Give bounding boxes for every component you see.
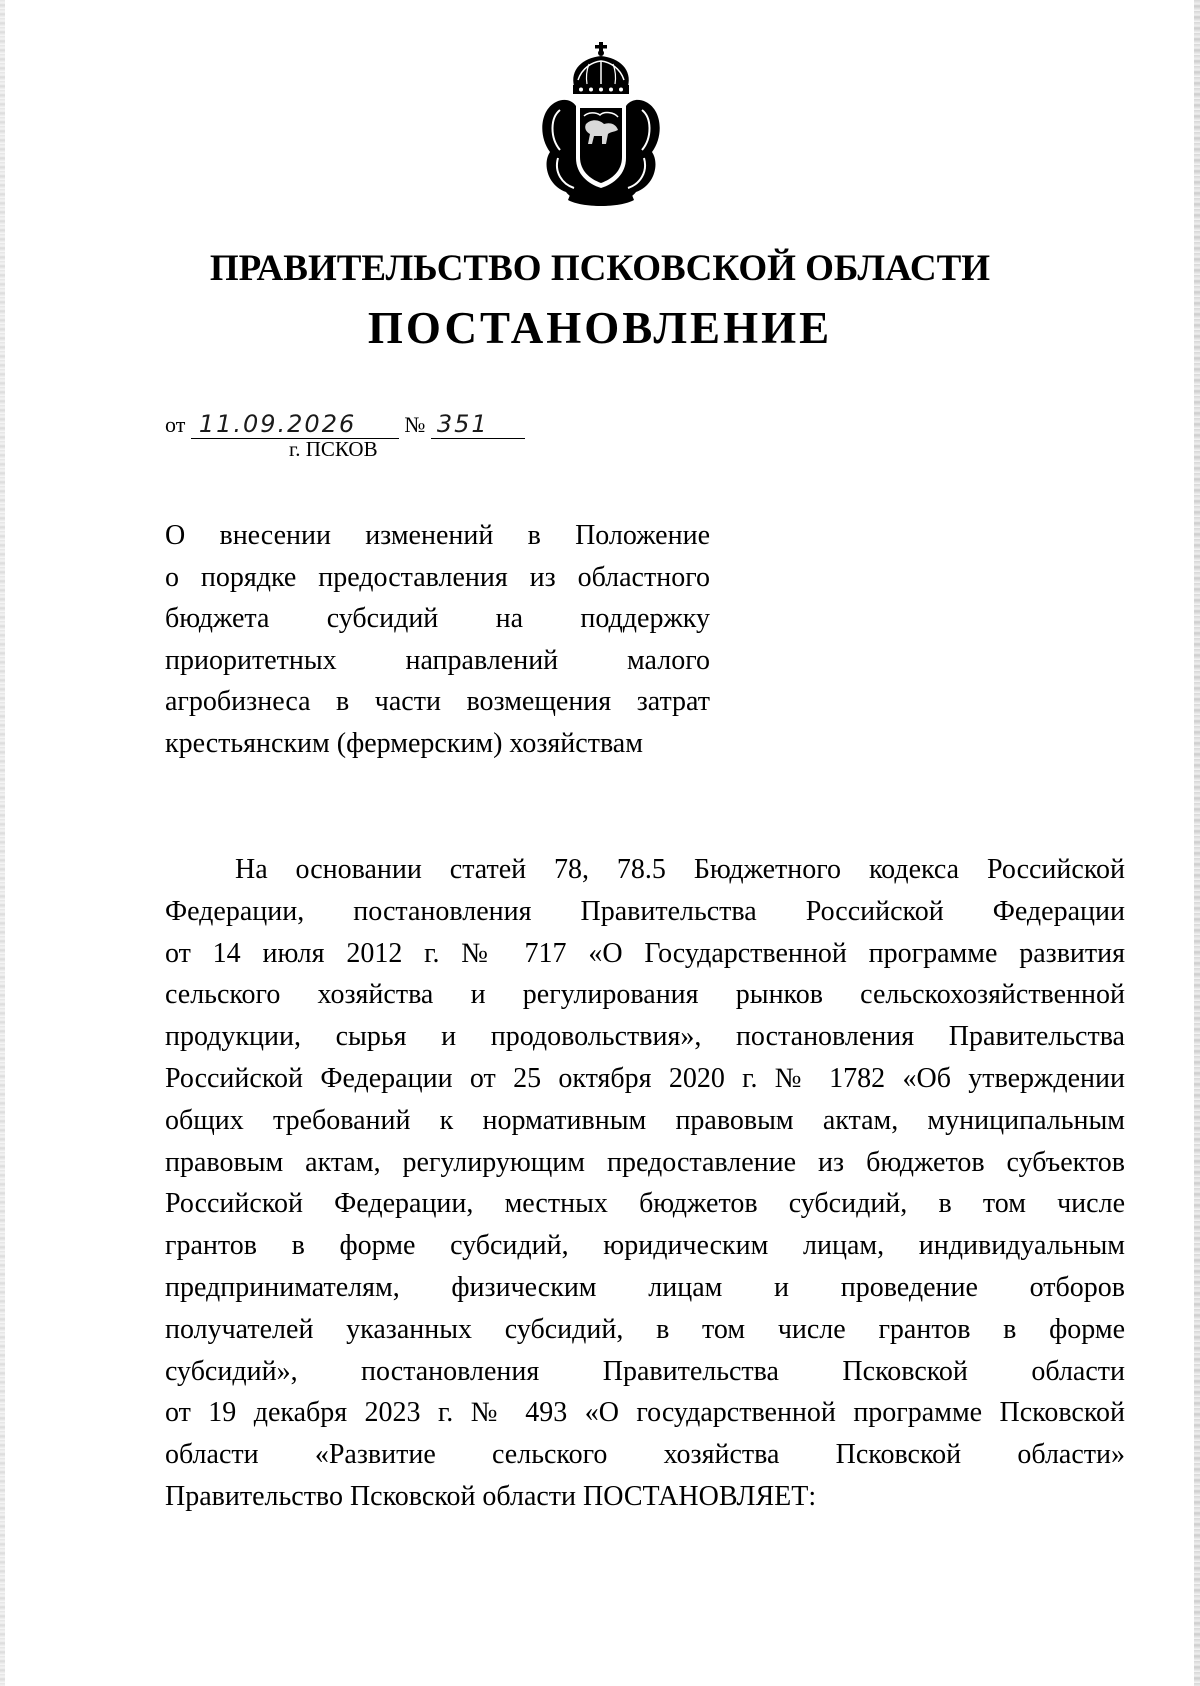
body-line: Российской Федерации от 25 октября 2020 г. № 1782 «Об утверждении: [165, 1062, 1125, 1094]
body-line: На основании статей 78, 78.5 Бюджетного кодекса Российской: [235, 854, 1125, 885]
body-line: сельского хозяйства и регулирования рынков сельскохозяйственной: [165, 979, 1125, 1011]
number-prefix: №: [404, 412, 426, 437]
subject-line: бюджета субсидий на поддержку: [165, 603, 710, 634]
body-line: грантов в форме субсидий, юридическим лицам, индивидуальным: [165, 1230, 1125, 1262]
document-body: [165, 849, 1125, 1518]
body-line: области «Развитие сельского хозяйства Псковской области»: [165, 1439, 1125, 1471]
subject-line: агробизнеса в части возмещения затрат: [165, 686, 710, 717]
subject-line: о порядке предоставления из областного: [165, 561, 710, 593]
body-line: Федерации, постановления Правительства Российской Федерации: [165, 895, 1125, 927]
body-line: предпринимателям, физическим лицам и проведение отборов: [165, 1271, 1125, 1303]
body-line: от 14 июля 2012 г. № 717 «О Государственной программе развития: [165, 937, 1125, 969]
body-line: Правительство Псковской области ПОСТАНОВЛЯЕТ:: [165, 1480, 817, 1512]
body-line: Российской Федерации, местных бюджетов субсидий, в том числе: [165, 1188, 1125, 1220]
body-line: правовым актам, регулирующим предоставление из бюджетов субъектов: [165, 1146, 1125, 1178]
document-type-title: ПОСТАНОВЛЕНИЕ: [367, 303, 833, 353]
subject-line: О внесении изменений в Положение: [165, 520, 710, 551]
date-prefix: от: [165, 412, 186, 437]
body-line: от 19 декабря 2023 г. № 493 «О государственной программе Псковской: [165, 1397, 1125, 1429]
body-line: субсидий», постановления Правительства Псковской области: [165, 1355, 1125, 1387]
government-name: ПРАВИТЕЛЬСТВО ПСКОВСКОЙ ОБЛАСТИ: [209, 248, 991, 289]
document-city: г. ПСКОВ: [289, 437, 378, 461]
coat-of-arms-icon: [526, 40, 676, 210]
subject-line: крестьянским (фермерским) хозяйствам: [165, 727, 643, 759]
body-line: общих требований к нормативным правовым актам, муниципальным: [165, 1104, 1125, 1136]
document-subject: [165, 515, 710, 764]
document-date: 11.09.2026: [191, 410, 399, 439]
document-requisites: [165, 410, 525, 439]
body-line: получателей указанных субсидий, в том числе грантов в форме: [165, 1313, 1125, 1345]
document-number: 351: [431, 410, 525, 439]
body-line: продукции, сырья и продовольствия», постановления Правительства: [165, 1021, 1125, 1053]
subject-line: приоритетных направлений малого: [165, 644, 710, 676]
